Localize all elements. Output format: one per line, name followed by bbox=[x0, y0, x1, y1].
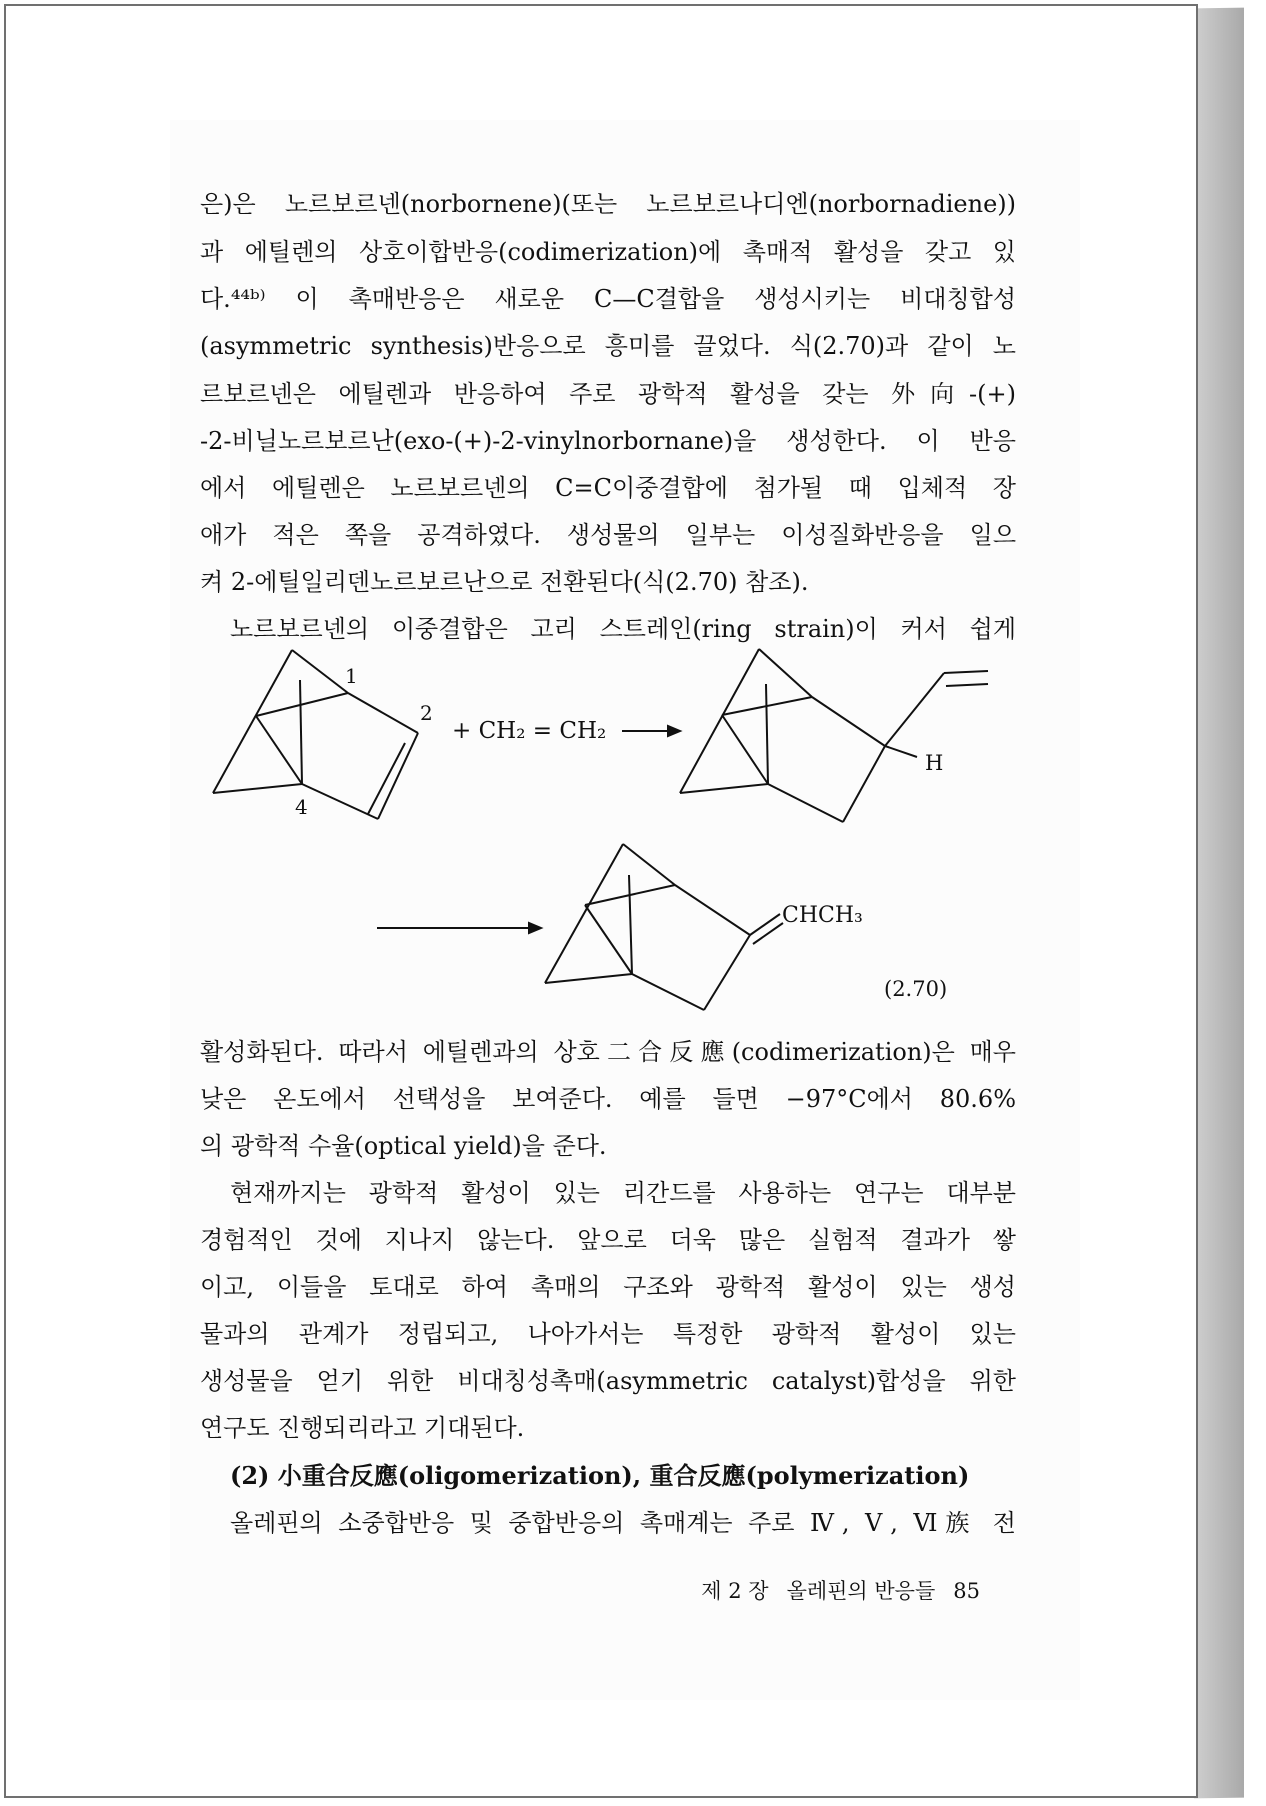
body-line: 경험적인 것에 지나지 않는다. 앞으로 더욱 많은 실험적 결과가 쌓 bbox=[200, 1226, 1016, 1254]
equation-number: (2.70) bbox=[884, 977, 948, 1001]
reaction-arrow-1 bbox=[622, 726, 680, 736]
norbornene-structure bbox=[213, 650, 418, 819]
body-line: 낮은 온도에서 선택성을 보여준다. 예를 들면 −97°C에서 80.6% bbox=[200, 1085, 1016, 1113]
body-line: 물과의 관계가 정립되고, 나아가서는 특정한 광학적 활성이 있는 bbox=[200, 1320, 1016, 1348]
footer-chapter: 제 2 장 bbox=[701, 1579, 769, 1603]
atom-label-4: 4 bbox=[295, 795, 308, 819]
reagent-ethylene: + CH₂ = CH₂ bbox=[452, 718, 607, 744]
body-line: 생성물을 얻기 위한 비대칭성촉매(asymmetric catalyst)합성을 위한 bbox=[200, 1367, 1016, 1395]
vinylnorbornane-structure bbox=[680, 649, 988, 822]
body-line: 르보르넨은 에틸렌과 반응하여 주로 광학적 활성을 갖는 外向-(+) bbox=[200, 380, 1016, 408]
body-line: 켜 2-에틸일리덴노르보르난으로 전환된다(식(2.70) 참조). bbox=[200, 568, 809, 596]
page-footer bbox=[600, 1576, 980, 1606]
reaction-arrow-2 bbox=[377, 923, 541, 933]
footer-title: 올레핀의 반응들 bbox=[786, 1579, 936, 1603]
body-line: 은)은 노르보르넨(norbornene)(또는 노르보르나디엔(norbornadiene)) bbox=[200, 190, 1016, 218]
page-number: 85 bbox=[953, 1579, 980, 1603]
section-heading: (2) 小重合反應(oligomerization), 重合反應(polymerization) bbox=[230, 1461, 970, 1490]
body-line: 연구도 진행되리라고 기대된다. bbox=[200, 1414, 525, 1442]
body-line: 활성화된다. 따라서 에틸렌과의 상호二合反應(codimerization)은 매우 bbox=[200, 1038, 1016, 1066]
body-line: 의 광학적 수율(optical yield)을 준다. bbox=[200, 1132, 607, 1160]
body-line: 올레핀의 소중합반응 및 중합반응의 촉매계는 주로 Ⅳ, Ⅴ, Ⅵ族 전 bbox=[230, 1509, 1016, 1537]
body-line: -2-비닐노르보르난(exo-(+)-2-vinylnorbornane)을 생성한다. 이 반응 bbox=[200, 427, 1016, 455]
body-line: 과 에틸렌의 상호이합반응(codimerization)에 촉매적 활성을 갖고 있 bbox=[200, 238, 1016, 266]
body-line: 이고, 이들을 토대로 하여 촉매의 구조와 광학적 활성이 있는 생성 bbox=[200, 1273, 1016, 1301]
atom-label-2: 2 bbox=[420, 701, 433, 725]
body-line: 애가 적은 쪽을 공격하였다. 생성물의 일부는 이성질화반응을 일으 bbox=[200, 521, 1016, 549]
atom-label-1: 1 bbox=[345, 664, 358, 688]
body-line: (asymmetric synthesis)반응으로 흥미를 끌었다. 식(2.70)과 같이 노 bbox=[200, 332, 1016, 360]
body-line: 에서 에틸렌은 노르보르넨의 C=C이중결합에 첨가될 때 입체적 장 bbox=[200, 474, 1016, 502]
body-line: 노르보르넨의 이중결합은 고리 스트레인(ring strain)이 커서 쉽게 bbox=[230, 615, 1016, 643]
product-hydrogen-label: H bbox=[925, 751, 944, 775]
body-line: 다.⁴⁴ᵇ⁾ 이 촉매반응은 새로운 C—C결합을 생성시키는 비대칭합성 bbox=[200, 285, 1016, 313]
ethylidenenorbornane-structure bbox=[545, 844, 783, 1010]
body-line: 현재까지는 광학적 활성이 있는 리간드를 사용하는 연구는 대부분 bbox=[230, 1179, 1016, 1207]
product2-group-label: CHCH₃ bbox=[782, 903, 863, 928]
